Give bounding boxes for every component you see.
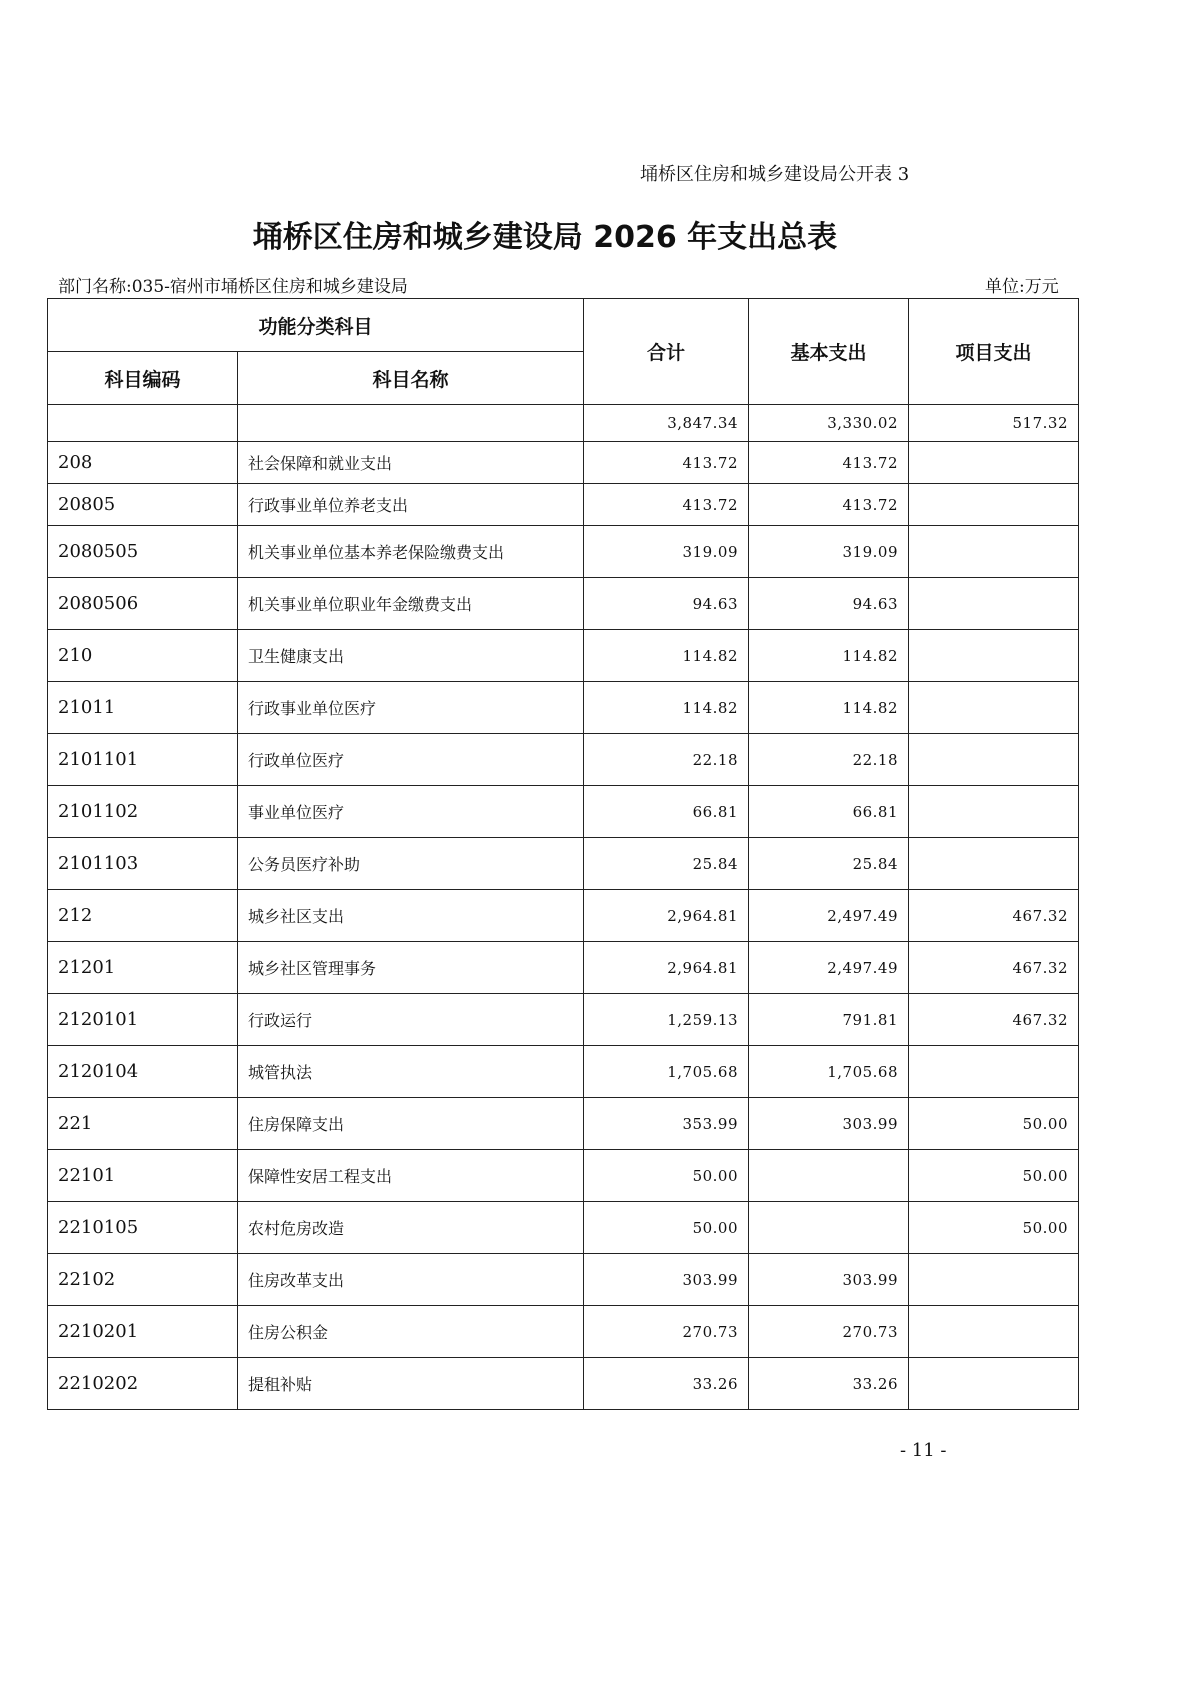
total-cell: 2,964.81 bbox=[584, 890, 749, 942]
subject-code-cell: 2210202 bbox=[48, 1358, 238, 1410]
project-expenditure-cell: 467.32 bbox=[909, 890, 1079, 942]
project-expenditure-cell bbox=[909, 1306, 1079, 1358]
subject-name-cell: 事业单位医疗 bbox=[238, 786, 584, 838]
subject-code-cell: 2210201 bbox=[48, 1306, 238, 1358]
total-cell: 2,964.81 bbox=[584, 942, 749, 994]
total-cell: 25.84 bbox=[584, 838, 749, 890]
table-row bbox=[48, 942, 1079, 994]
basic-expenditure-cell bbox=[749, 1150, 909, 1202]
table-row bbox=[48, 484, 1079, 526]
project-expenditure-cell: 467.32 bbox=[909, 942, 1079, 994]
basic-expenditure-cell: 33.26 bbox=[749, 1358, 909, 1410]
subject-name-cell: 行政事业单位医疗 bbox=[238, 682, 584, 734]
table-row bbox=[48, 786, 1079, 838]
basic-expenditure-cell: 1,705.68 bbox=[749, 1046, 909, 1098]
project-expenditure-cell bbox=[909, 838, 1079, 890]
subject-code-cell: 2120101 bbox=[48, 994, 238, 1046]
total-basic-cell: 3,330.02 bbox=[749, 405, 909, 442]
total-code-cell bbox=[48, 405, 238, 442]
project-expenditure-cell bbox=[909, 682, 1079, 734]
project-expenditure-cell: 467.32 bbox=[909, 994, 1079, 1046]
subject-name-cell: 卫生健康支出 bbox=[238, 630, 584, 682]
subject-name-cell: 城乡社区支出 bbox=[238, 890, 584, 942]
table-row bbox=[48, 1358, 1079, 1410]
basic-expenditure-cell: 22.18 bbox=[749, 734, 909, 786]
total-cell: 22.18 bbox=[584, 734, 749, 786]
total-cell: 413.72 bbox=[584, 484, 749, 526]
total-cell: 353.99 bbox=[584, 1098, 749, 1150]
subject-code-cell: 208 bbox=[48, 442, 238, 484]
total-cell: 319.09 bbox=[584, 526, 749, 578]
project-expenditure-cell bbox=[909, 484, 1079, 526]
subject-code-cell: 2101103 bbox=[48, 838, 238, 890]
table-row bbox=[48, 578, 1079, 630]
subject-code-cell: 2080506 bbox=[48, 578, 238, 630]
subject-name-cell: 保障性安居工程支出 bbox=[238, 1150, 584, 1202]
total-cell: 50.00 bbox=[584, 1150, 749, 1202]
project-expenditure-cell bbox=[909, 734, 1079, 786]
project-expenditure-cell bbox=[909, 1254, 1079, 1306]
table-header bbox=[48, 299, 1079, 405]
subject-name-cell: 城乡社区管理事务 bbox=[238, 942, 584, 994]
column-header-project-expenditure: 项目支出 bbox=[909, 299, 1079, 405]
basic-expenditure-cell: 2,497.49 bbox=[749, 942, 909, 994]
basic-expenditure-cell: 114.82 bbox=[749, 630, 909, 682]
total-name-cell bbox=[238, 405, 584, 442]
total-project-cell: 517.32 bbox=[909, 405, 1079, 442]
total-cell: 1,705.68 bbox=[584, 1046, 749, 1098]
table-row bbox=[48, 994, 1079, 1046]
project-expenditure-cell bbox=[909, 630, 1079, 682]
project-expenditure-cell: 50.00 bbox=[909, 1202, 1079, 1254]
subject-name-cell: 住房公积金 bbox=[238, 1306, 584, 1358]
document-title: 埇桥区住房和城乡建设局 2026 年支出总表 bbox=[252, 220, 838, 255]
basic-expenditure-cell: 25.84 bbox=[749, 838, 909, 890]
project-expenditure-cell bbox=[909, 526, 1079, 578]
project-expenditure-cell bbox=[909, 578, 1079, 630]
project-expenditure-cell: 50.00 bbox=[909, 1098, 1079, 1150]
table-body bbox=[48, 405, 1079, 1410]
table-row bbox=[48, 526, 1079, 578]
table-row bbox=[48, 630, 1079, 682]
total-cell: 270.73 bbox=[584, 1306, 749, 1358]
subject-code-cell: 2101102 bbox=[48, 786, 238, 838]
basic-expenditure-cell: 66.81 bbox=[749, 786, 909, 838]
subject-name-cell: 住房改革支出 bbox=[238, 1254, 584, 1306]
subject-name-cell: 公务员医疗补助 bbox=[238, 838, 584, 890]
subject-name-cell: 行政运行 bbox=[238, 994, 584, 1046]
subject-code-cell: 2120104 bbox=[48, 1046, 238, 1098]
page-number: - 11 - bbox=[900, 1440, 947, 1461]
total-cell: 413.72 bbox=[584, 442, 749, 484]
subject-code-cell: 21011 bbox=[48, 682, 238, 734]
subject-name-cell: 机关事业单位职业年金缴费支出 bbox=[238, 578, 584, 630]
column-header-subject-name: 科目名称 bbox=[238, 352, 584, 405]
subject-name-cell: 住房保障支出 bbox=[238, 1098, 584, 1150]
subject-code-cell: 221 bbox=[48, 1098, 238, 1150]
total-cell: 114.82 bbox=[584, 682, 749, 734]
total-cell: 33.26 bbox=[584, 1358, 749, 1410]
project-expenditure-cell bbox=[909, 1046, 1079, 1098]
unit-label: 单位:万元 bbox=[985, 277, 1059, 297]
subject-code-cell: 22102 bbox=[48, 1254, 238, 1306]
column-header-total: 合计 bbox=[584, 299, 749, 405]
basic-expenditure-cell: 413.72 bbox=[749, 442, 909, 484]
table-row bbox=[48, 1254, 1079, 1306]
table-row bbox=[48, 1098, 1079, 1150]
project-expenditure-cell bbox=[909, 786, 1079, 838]
total-cell: 50.00 bbox=[584, 1202, 749, 1254]
total-amount-cell: 3,847.34 bbox=[584, 405, 749, 442]
project-expenditure-cell bbox=[909, 442, 1079, 484]
basic-expenditure-cell: 303.99 bbox=[749, 1254, 909, 1306]
subject-name-cell: 提租补贴 bbox=[238, 1358, 584, 1410]
basic-expenditure-cell: 94.63 bbox=[749, 578, 909, 630]
basic-expenditure-cell: 319.09 bbox=[749, 526, 909, 578]
basic-expenditure-cell: 114.82 bbox=[749, 682, 909, 734]
subject-code-cell: 2080505 bbox=[48, 526, 238, 578]
subject-name-cell: 社会保障和就业支出 bbox=[238, 442, 584, 484]
subject-name-cell: 行政事业单位养老支出 bbox=[238, 484, 584, 526]
project-expenditure-cell: 50.00 bbox=[909, 1150, 1079, 1202]
subject-code-cell: 22101 bbox=[48, 1150, 238, 1202]
table-row bbox=[48, 1306, 1079, 1358]
table-row bbox=[48, 682, 1079, 734]
column-header-basic-expenditure: 基本支出 bbox=[749, 299, 909, 405]
subject-name-cell: 农村危房改造 bbox=[238, 1202, 584, 1254]
basic-expenditure-cell: 2,497.49 bbox=[749, 890, 909, 942]
basic-expenditure-cell: 270.73 bbox=[749, 1306, 909, 1358]
table-row bbox=[48, 838, 1079, 890]
subject-code-cell: 2101101 bbox=[48, 734, 238, 786]
department-label: 部门名称:035-宿州市埇桥区住房和城乡建设局 bbox=[58, 277, 408, 297]
total-cell: 66.81 bbox=[584, 786, 749, 838]
column-header-subject-code: 科目编码 bbox=[48, 352, 238, 405]
subject-code-cell: 21201 bbox=[48, 942, 238, 994]
table-row bbox=[48, 1150, 1079, 1202]
table-row bbox=[48, 1202, 1079, 1254]
subject-name-cell: 城管执法 bbox=[238, 1046, 584, 1098]
table-series-label: 埇桥区住房和城乡建设局公开表 3 bbox=[640, 164, 910, 185]
total-row bbox=[48, 405, 1079, 442]
subject-code-cell: 212 bbox=[48, 890, 238, 942]
subject-code-cell: 20805 bbox=[48, 484, 238, 526]
expenditure-table bbox=[47, 298, 1079, 1410]
subject-name-cell: 行政单位医疗 bbox=[238, 734, 584, 786]
basic-expenditure-cell: 791.81 bbox=[749, 994, 909, 1046]
subject-code-cell: 210 bbox=[48, 630, 238, 682]
table-row bbox=[48, 1046, 1079, 1098]
subject-name-cell: 机关事业单位基本养老保险缴费支出 bbox=[238, 526, 584, 578]
total-cell: 114.82 bbox=[584, 630, 749, 682]
project-expenditure-cell bbox=[909, 1358, 1079, 1410]
basic-expenditure-cell: 303.99 bbox=[749, 1098, 909, 1150]
table-row bbox=[48, 442, 1079, 484]
basic-expenditure-cell bbox=[749, 1202, 909, 1254]
group-header-function-classification: 功能分类科目 bbox=[48, 299, 584, 352]
table-row bbox=[48, 734, 1079, 786]
total-cell: 94.63 bbox=[584, 578, 749, 630]
total-cell: 303.99 bbox=[584, 1254, 749, 1306]
basic-expenditure-cell: 413.72 bbox=[749, 484, 909, 526]
subject-code-cell: 2210105 bbox=[48, 1202, 238, 1254]
table-row bbox=[48, 890, 1079, 942]
total-cell: 1,259.13 bbox=[584, 994, 749, 1046]
